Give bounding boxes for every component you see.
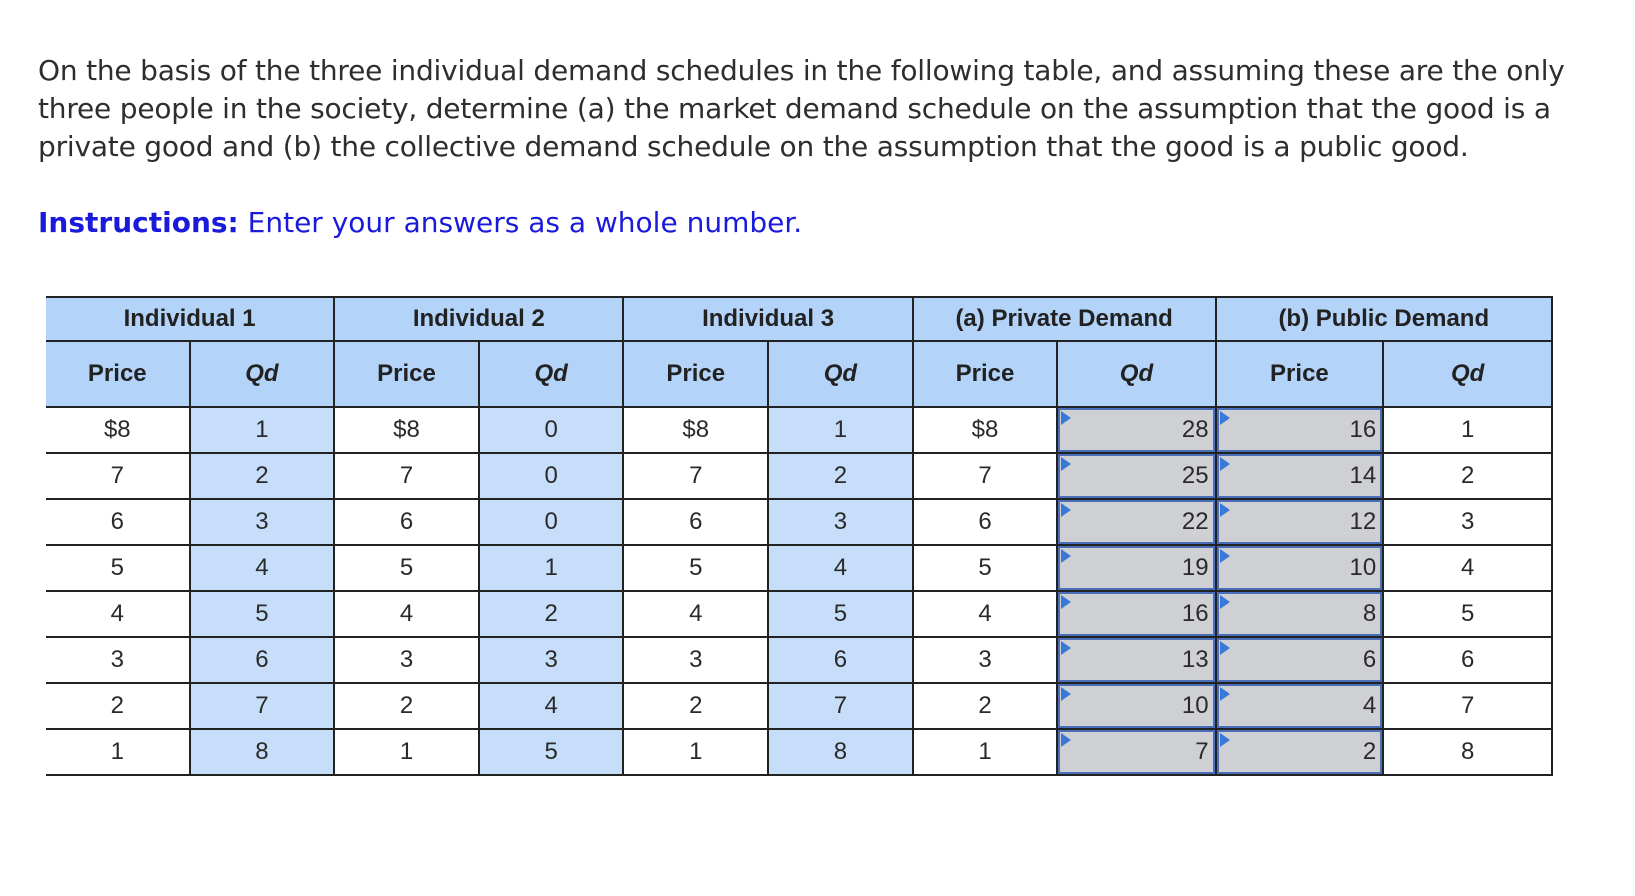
ind1-qd-cell: 8 [190,729,335,775]
group-header-individual-2: Individual 2 [334,297,623,341]
ind2-qd-cell: 3 [479,637,624,683]
ind3-qd-cell: 4 [768,545,913,591]
ind2-price-cell: 2 [334,683,479,729]
private-qd-value: 28 [1181,416,1209,443]
ind2-qd-cell: 4 [479,683,624,729]
private-qd-input[interactable] [1057,545,1215,591]
ind2-price-cell: 4 [334,591,479,637]
ind2-price-cell: 5 [334,545,479,591]
ind2-qd-cell: 1 [479,545,624,591]
instructions-label: Instructions: [38,206,239,239]
private-price-cell: 6 [913,499,1058,545]
private-qd-input[interactable] [1057,683,1215,729]
col-header-qd: Qd [479,341,624,407]
public-price-input[interactable] [1216,499,1384,545]
table-row [46,591,1552,637]
table-row [46,407,1552,453]
ind1-price-cell: 6 [46,499,190,545]
col-header-qd: Qd [768,341,913,407]
table-row [46,683,1552,729]
table-row [46,545,1552,591]
public-price-value: 12 [1349,508,1377,535]
ind1-price-cell: $8 [46,407,190,453]
ind3-price-cell: 5 [623,545,768,591]
ind3-price-cell: 2 [623,683,768,729]
input-marker-icon [1220,641,1230,655]
input-marker-icon [1220,595,1230,609]
ind1-price-cell: 7 [46,453,190,499]
private-price-cell: 3 [913,637,1058,683]
private-qd-value: 7 [1195,738,1209,765]
private-qd-input[interactable] [1057,453,1215,499]
input-marker-icon [1220,457,1230,471]
input-marker-icon [1061,549,1071,563]
public-price-value: 2 [1362,738,1377,765]
table-row [46,453,1552,499]
private-qd-input[interactable] [1057,729,1215,775]
col-header-price: Price [1216,341,1384,407]
ind1-price-cell: 3 [46,637,190,683]
ind3-price-cell: 4 [623,591,768,637]
ind1-price-cell: 4 [46,591,190,637]
group-header-private-demand: (a) Private Demand [913,297,1216,341]
input-marker-icon [1061,503,1071,517]
ind3-price-cell: 3 [623,637,768,683]
private-price-cell: 1 [913,729,1058,775]
ind3-price-cell: 1 [623,729,768,775]
group-header-public-demand: (b) Public Demand [1216,297,1552,341]
ind3-price-cell: 7 [623,453,768,499]
ind1-qd-cell: 5 [190,591,335,637]
private-qd-value: 25 [1181,462,1209,489]
ind2-price-cell: $8 [334,407,479,453]
public-price-value: 10 [1349,554,1377,581]
col-header-qd: Qd [1057,341,1215,407]
private-qd-input[interactable] [1057,637,1215,683]
private-qd-input[interactable] [1057,407,1215,453]
public-price-value: 4 [1362,692,1377,719]
ind1-qd-cell: 2 [190,453,335,499]
ind2-qd-cell: 0 [479,453,624,499]
public-price-value: 14 [1349,462,1377,489]
ind3-qd-cell: 7 [768,683,913,729]
private-price-cell: 2 [913,683,1058,729]
public-price-input[interactable] [1216,591,1384,637]
input-marker-icon [1061,687,1071,701]
private-price-cell: $8 [913,407,1058,453]
col-header-qd: Qd [190,341,335,407]
public-qd-cell: 7 [1383,683,1552,729]
ind3-qd-cell: 6 [768,637,913,683]
public-qd-cell: 8 [1383,729,1552,775]
input-marker-icon [1061,457,1071,471]
public-qd-cell: 6 [1383,637,1552,683]
ind1-price-cell: 5 [46,545,190,591]
table-row [46,637,1552,683]
private-qd-value: 13 [1181,646,1209,673]
private-price-cell: 5 [913,545,1058,591]
private-qd-value: 16 [1181,600,1209,627]
public-qd-cell: 4 [1383,545,1552,591]
col-header-price: Price [623,341,768,407]
ind3-qd-cell: 3 [768,499,913,545]
ind1-qd-cell: 1 [190,407,335,453]
ind2-qd-cell: 0 [479,407,624,453]
input-marker-icon [1220,687,1230,701]
public-qd-cell: 1 [1383,407,1552,453]
ind2-price-cell: 7 [334,453,479,499]
public-price-input[interactable] [1216,545,1384,591]
public-price-input[interactable] [1216,637,1384,683]
col-header-qd: Qd [1383,341,1552,407]
public-price-input[interactable] [1216,683,1384,729]
public-qd-cell: 3 [1383,499,1552,545]
input-marker-icon [1220,503,1230,517]
table-row [46,729,1552,775]
private-qd-input[interactable] [1057,591,1215,637]
ind1-price-cell: 1 [46,729,190,775]
input-marker-icon [1061,595,1071,609]
public-price-input[interactable] [1216,453,1384,499]
private-qd-value: 10 [1181,692,1209,719]
group-header-individual-1: Individual 1 [46,297,334,341]
private-qd-input[interactable] [1057,499,1215,545]
private-price-cell: 4 [913,591,1058,637]
ind3-qd-cell: 5 [768,591,913,637]
input-marker-icon [1061,641,1071,655]
ind3-price-cell: $8 [623,407,768,453]
private-qd-value: 19 [1181,554,1209,581]
ind1-qd-cell: 6 [190,637,335,683]
public-qd-cell: 5 [1383,591,1552,637]
instructions-text: Enter your answers as a whole number. [238,206,803,239]
input-marker-icon [1220,411,1230,425]
ind2-qd-cell: 0 [479,499,624,545]
ind3-price-cell: 6 [623,499,768,545]
demand-schedule-table [46,296,1553,776]
private-qd-value: 22 [1181,508,1209,535]
public-price-value: 16 [1349,416,1377,443]
ind1-qd-cell: 4 [190,545,335,591]
table-row [46,499,1552,545]
input-marker-icon [1220,733,1230,747]
ind3-qd-cell: 1 [768,407,913,453]
col-header-price: Price [913,341,1058,407]
public-price-value: 8 [1362,600,1377,627]
instructions [38,206,802,239]
input-marker-icon [1220,549,1230,563]
question-text: On the basis of the three individual demand schedules in the following table, and assuming these are the only three people in the society, determine (a) the market demand schedule on the assumption that the good is a private good and (b) the collective demand schedule on the assumption that the good is a public good. [38,54,1565,163]
public-price-input[interactable] [1216,729,1384,775]
col-header-price: Price [46,341,190,407]
ind2-qd-cell: 5 [479,729,624,775]
input-marker-icon [1061,733,1071,747]
ind1-price-cell: 2 [46,683,190,729]
ind1-qd-cell: 7 [190,683,335,729]
private-price-cell: 7 [913,453,1058,499]
ind2-price-cell: 1 [334,729,479,775]
ind2-price-cell: 6 [334,499,479,545]
group-header-individual-3: Individual 3 [623,297,912,341]
ind2-qd-cell: 2 [479,591,624,637]
public-price-input[interactable] [1216,407,1384,453]
input-marker-icon [1061,411,1071,425]
ind3-qd-cell: 2 [768,453,913,499]
public-price-value: 6 [1362,646,1377,673]
col-header-price: Price [334,341,479,407]
ind2-price-cell: 3 [334,637,479,683]
ind3-qd-cell: 8 [768,729,913,775]
public-qd-cell: 2 [1383,453,1552,499]
ind1-qd-cell: 3 [190,499,335,545]
